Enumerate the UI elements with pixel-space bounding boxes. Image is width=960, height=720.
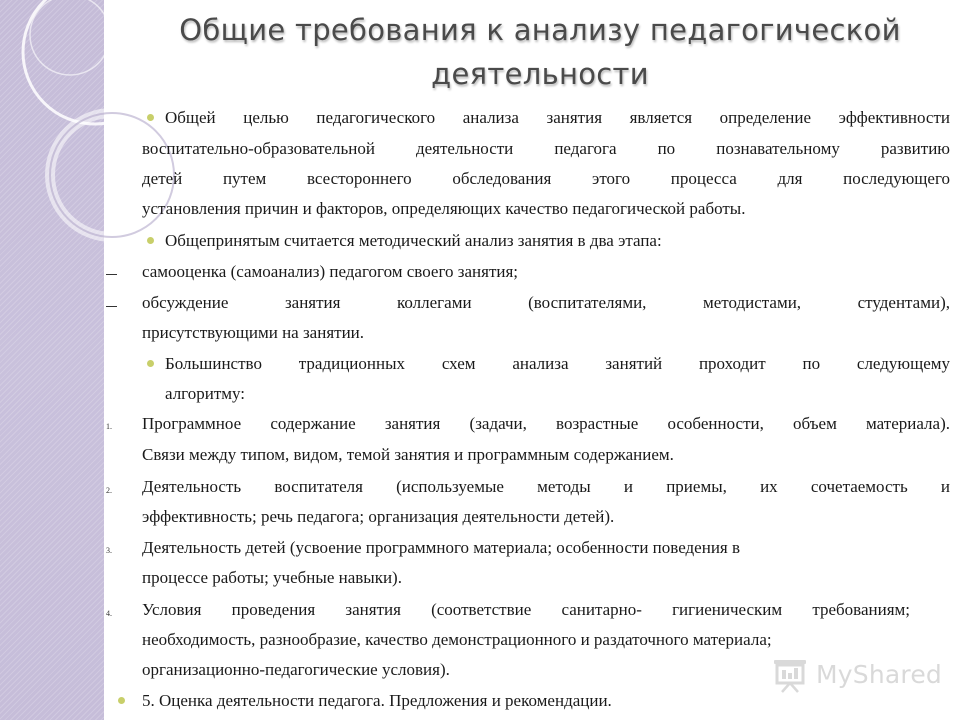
item-4-line-1: Условия проведения занятия (соответствие санитарно- гигиеническим требованиям; (142, 600, 910, 619)
dash-marker-icon (106, 306, 117, 307)
paragraph-5: 5. Оценка деятельности педагога. Предложения и рекомендации. (142, 691, 612, 710)
watermark (768, 656, 942, 696)
bullet-dot-icon (147, 360, 154, 367)
bullet-dot-icon (147, 114, 154, 121)
dash-item-2-line-2: присутствующими на занятии. (142, 323, 365, 342)
item-3-line-2: процессе работы; учебные навыки). (142, 568, 402, 587)
list-number: 4. (106, 609, 112, 618)
item-2-line-2: эффективность; речь педагога; организация деятельности детей). (142, 507, 615, 526)
list-number: 3. (106, 546, 112, 555)
item-4-line-3: организационно-педагогические условия). (142, 660, 450, 679)
item-3-line-1: Деятельность детей (усвоение программного материала; особенности поведения в (142, 538, 741, 557)
projector-screen-icon (770, 658, 810, 694)
item-2-line-1: Деятельность воспитателя (используемые методы и приемы, их сочетаемость и (142, 477, 950, 496)
paragraph-3-line-2: алгоритму: (165, 384, 246, 403)
paragraph-3-line-1: Большинство традиционных схем анализа занятий проходит по следующему (165, 354, 950, 373)
paragraph-1-line-3: детей путем всестороннего обследования этого процесса для последующего (142, 169, 950, 188)
dash-marker-icon (106, 274, 117, 275)
bullet-dot-icon (147, 237, 154, 244)
paragraph-1-line-1: Общей целью педагогического анализа занятия является определение эффективности (165, 108, 950, 127)
dash-item-1: самооценка (самоанализ) педагогом своего занятия; (142, 262, 519, 281)
item-1-line-2: Связи между типом, видом, темой занятия и программным содержанием. (142, 445, 674, 464)
slide-title: Общие требования к анализу педагогической деятельности (179, 13, 901, 91)
item-4-line-2: необходимость, разнообразие, качество демонстрационного и раздаточного материала; (142, 630, 772, 649)
dash-item-2-line-1: обсуждение занятия коллегами (воспитателями, методистами, студентами), (142, 293, 950, 312)
list-number: 2. (106, 486, 112, 495)
bullet-dot-icon (118, 697, 125, 704)
paragraph-2: Общепринятым считается методический анализ занятия в два этапа: (165, 231, 662, 250)
paragraph-1-line-4: установления причин и факторов, определяющих качество педагогической работы. (142, 199, 746, 218)
paragraph-1-line-2: воспитательно-образовательной деятельности педагога по познавательному развитию (142, 139, 950, 158)
item-1-line-1: Программное содержание занятия (задачи, возрастные особенности, объем материала). (142, 414, 950, 433)
watermark-text: MyShared (816, 660, 942, 689)
list-number: 1. (106, 422, 112, 431)
